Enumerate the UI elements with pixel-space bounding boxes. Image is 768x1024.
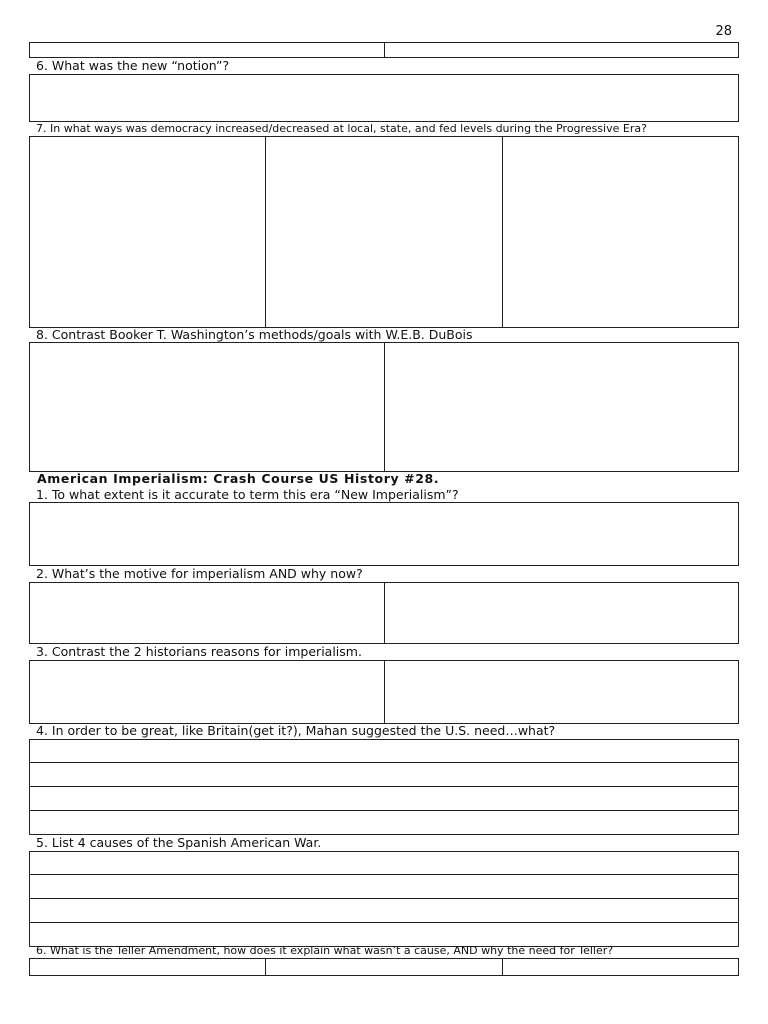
question-7-democracy: 7. In what ways was democracy increased/decreased at local, state, and fed levels during the Progressive Era?	[36, 122, 647, 135]
answer-box-q8[interactable]	[29, 342, 739, 472]
answer-lines-i4	[29, 739, 739, 835]
answer-box-q7[interactable]	[29, 136, 739, 328]
question-imperialism-3: 3. Contrast the 2 historians reasons for imperialism.	[36, 644, 362, 659]
answer-box-q6[interactable]	[29, 74, 739, 122]
answer-cell[interactable]	[30, 43, 384, 57]
section-heading: American Imperialism: Crash Course US History #28.	[37, 471, 440, 486]
answer-box-top[interactable]	[29, 42, 739, 58]
answer-cell-dubois[interactable]	[384, 343, 739, 471]
answer-line[interactable]	[29, 787, 739, 811]
answer-cell-washington[interactable]	[30, 343, 384, 471]
answer-box-i1[interactable]	[29, 502, 739, 566]
question-8-contrast: 8. Contrast Booker T. Washington’s methods/goals with W.E.B. DuBois	[36, 327, 473, 342]
question-imperialism-5: 5. List 4 causes of the Spanish American War.	[36, 835, 322, 850]
answer-line[interactable]	[29, 739, 739, 763]
question-imperialism-1: 1. To what extent is it accurate to term this era “New Imperialism”?	[36, 487, 459, 502]
answer-cell-local[interactable]	[30, 137, 265, 327]
answer-cell[interactable]	[30, 959, 265, 975]
answer-box-i3[interactable]	[29, 660, 739, 724]
answer-cell-motive[interactable]	[30, 583, 384, 643]
answer-line[interactable]	[29, 763, 739, 787]
question-imperialism-2: 2. What’s the motive for imperialism AND why now?	[36, 566, 363, 581]
answer-line[interactable]	[29, 875, 739, 899]
question-6-notion: 6. What was the new “notion”?	[36, 58, 230, 73]
answer-cell-fed[interactable]	[502, 137, 738, 327]
answer-cell[interactable]	[502, 959, 738, 975]
answer-lines-i5	[29, 851, 739, 947]
question-imperialism-6: 6. What is the Teller Amendment, how does it explain what wasn’t a cause, AND why the need for Teller?	[36, 944, 614, 957]
answer-cell[interactable]	[265, 959, 501, 975]
question-imperialism-4: 4. In order to be great, like Britain(get it?), Mahan suggested the U.S. need…what?	[36, 723, 556, 738]
answer-box-i2[interactable]	[29, 582, 739, 644]
answer-cell-why-now[interactable]	[384, 583, 739, 643]
page-number: 28	[715, 24, 732, 39]
answer-line[interactable]	[29, 811, 739, 835]
answer-line[interactable]	[29, 899, 739, 923]
answer-cell-historian-2[interactable]	[384, 661, 739, 723]
answer-line[interactable]	[29, 851, 739, 875]
answer-cell-state[interactable]	[265, 137, 501, 327]
answer-cell-historian-1[interactable]	[30, 661, 384, 723]
answer-box-i6[interactable]	[29, 958, 739, 976]
answer-cell[interactable]	[384, 43, 739, 57]
